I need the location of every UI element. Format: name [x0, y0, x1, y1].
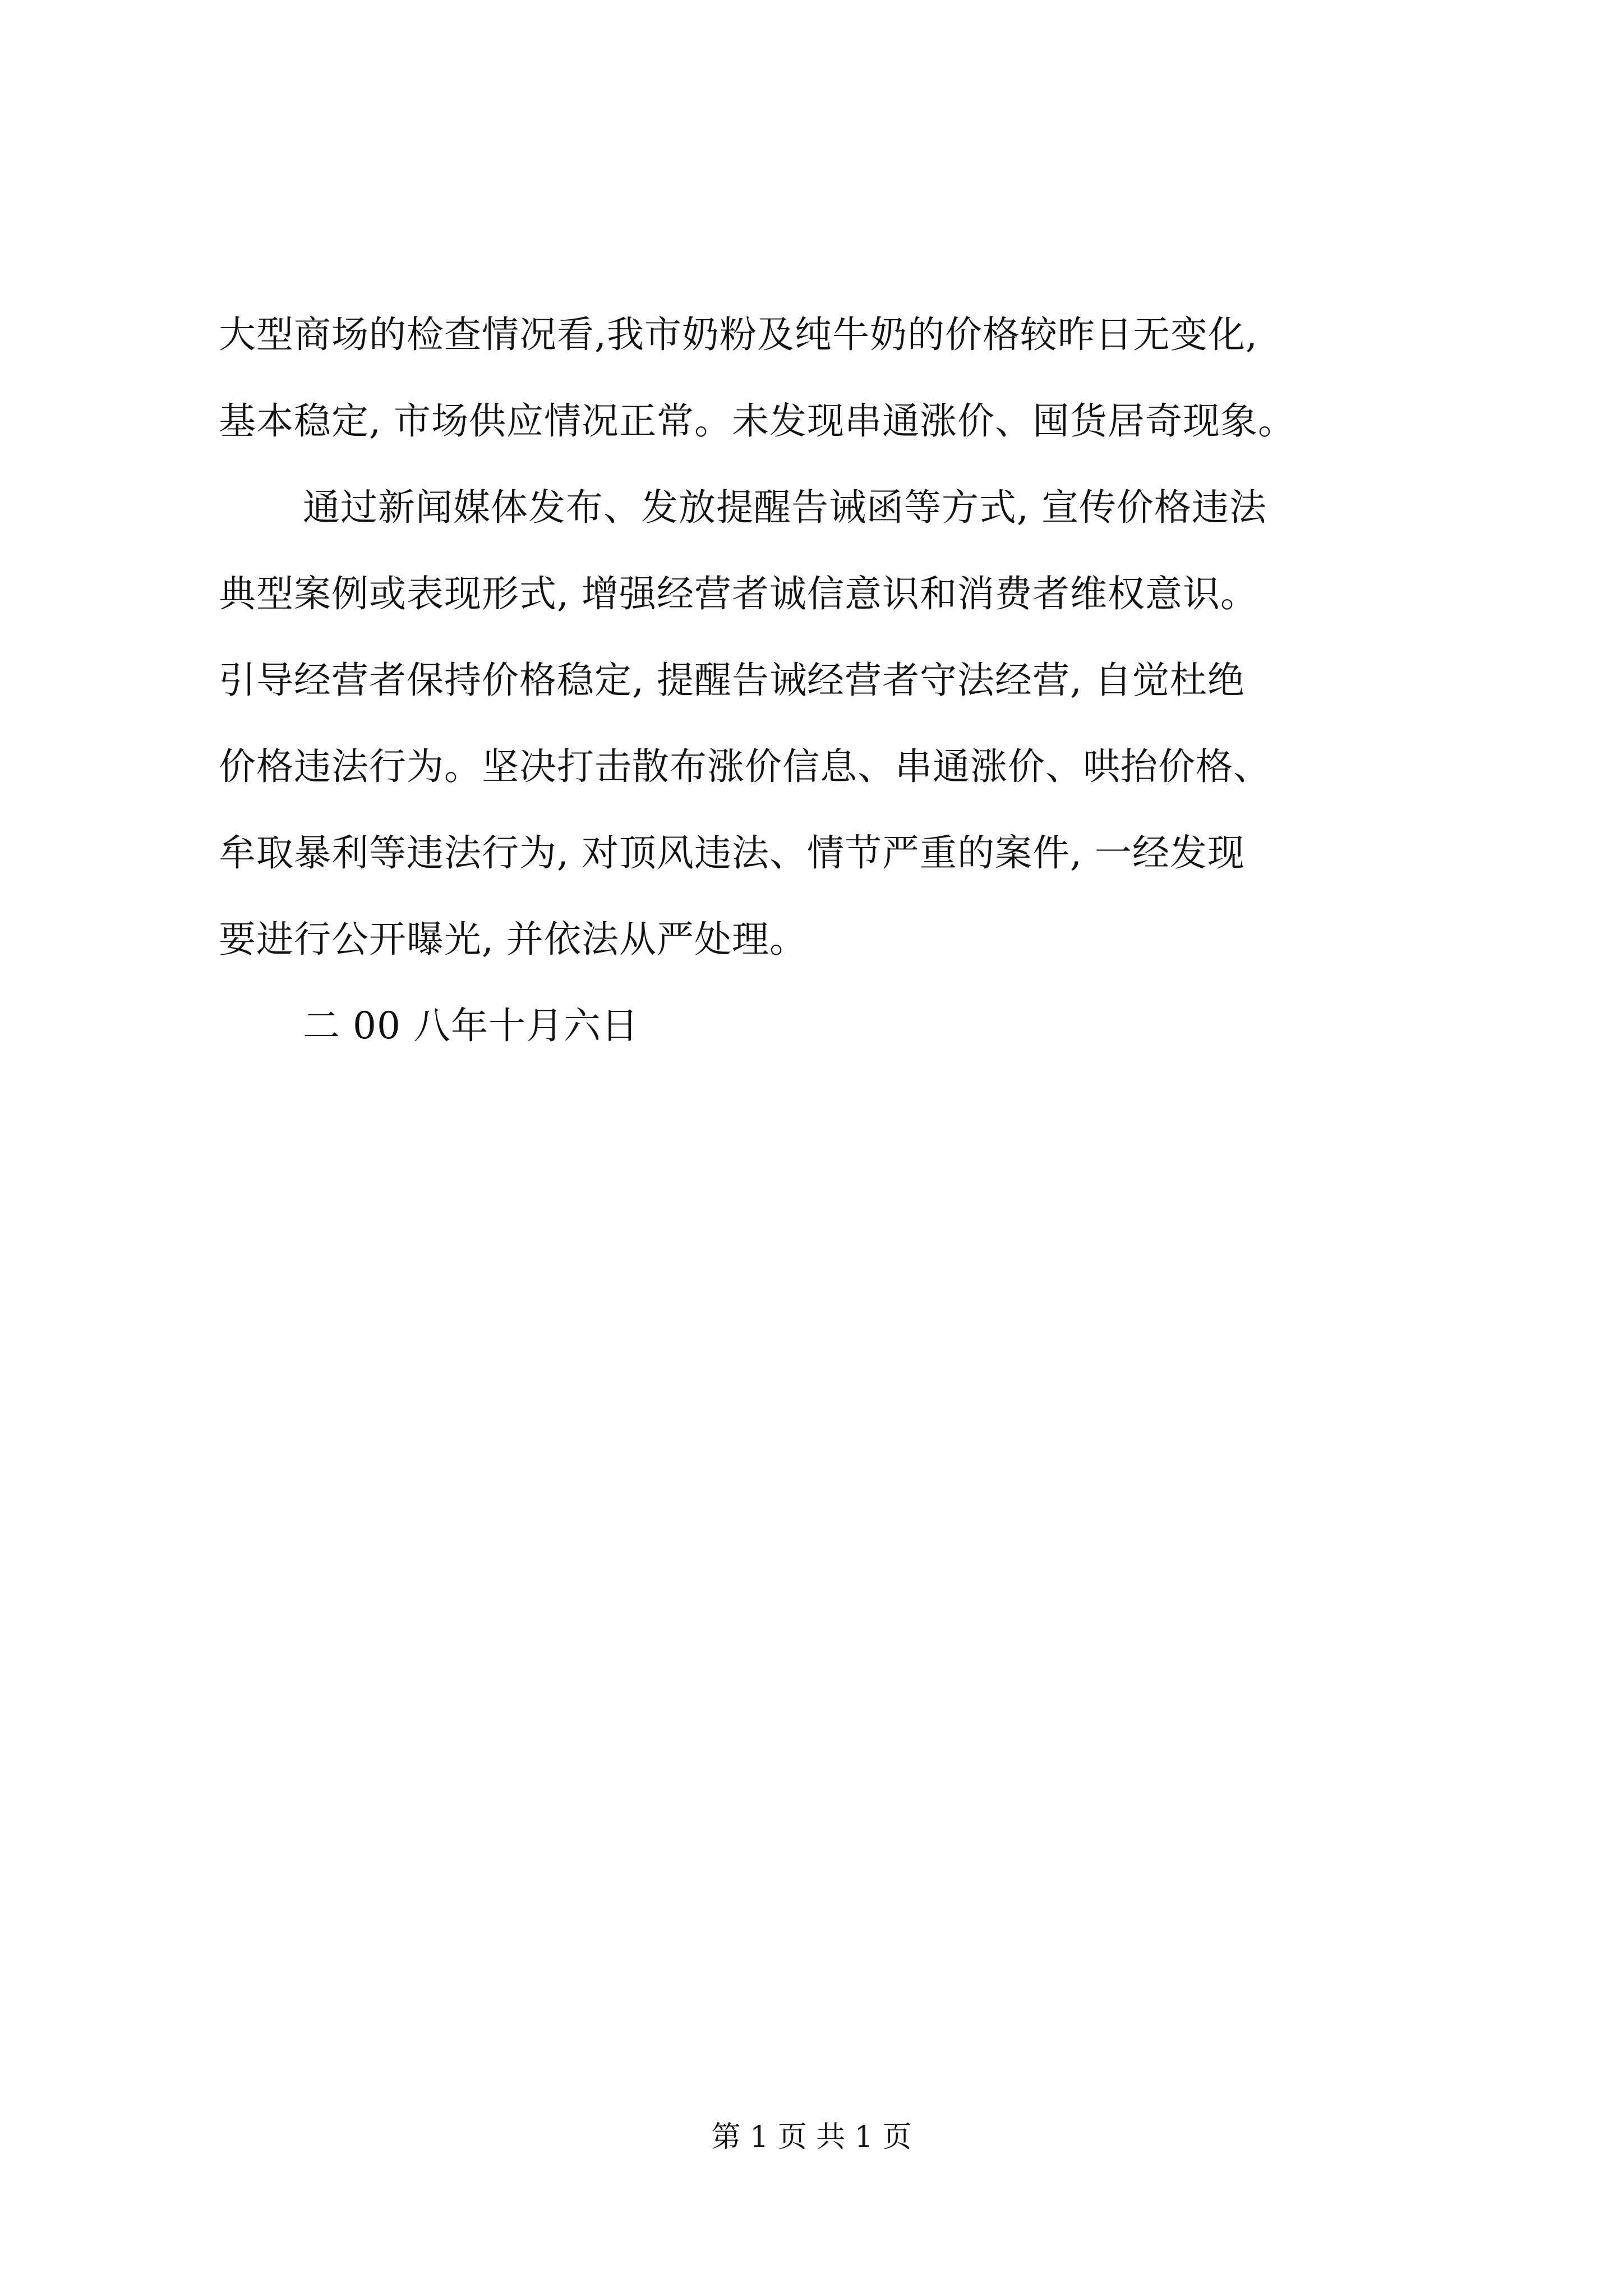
- paragraph-line: 引导经营者保持价格稳定, 提醒告诫经营者守法经营, 自觉杜绝: [219, 659, 1245, 702]
- paragraph-line: 牟取暴利等违法行为, 对顶风违法、情节严重的案件, 一经发现: [219, 831, 1245, 875]
- document-body: [219, 292, 1469, 1069]
- page-number-label: 第 1 页 共 1 页: [711, 2120, 912, 2154]
- document-date: 二 00 八年十月六日: [303, 1004, 639, 1047]
- paragraph-line: 价格违法行为。坚决打击散布涨价信息、串通涨价、哄抬价格、: [219, 745, 1271, 788]
- paragraph-line: 典型案例或表现形式, 增强经营者诚信意识和消费者维权意识。: [219, 572, 1258, 615]
- paragraph-line: 通过新闻媒体发布、发放提醒告诫函等方式, 宣传价格违法: [303, 486, 1267, 529]
- paragraph-line: 基本稳定, 市场供应情况正常。未发现串通涨价、囤货居奇现象。: [219, 399, 1295, 443]
- paragraph-2: [219, 464, 1469, 983]
- paragraph-line: 要进行公开曝光, 并依法从严处理。: [219, 918, 807, 961]
- paragraph-1: [219, 292, 1469, 464]
- paragraph-line: 大型商场的检查情况看,我市奶粉及纯牛奶的价格较昨日无变化,: [219, 313, 1258, 356]
- page-footer: [0, 2118, 1623, 2157]
